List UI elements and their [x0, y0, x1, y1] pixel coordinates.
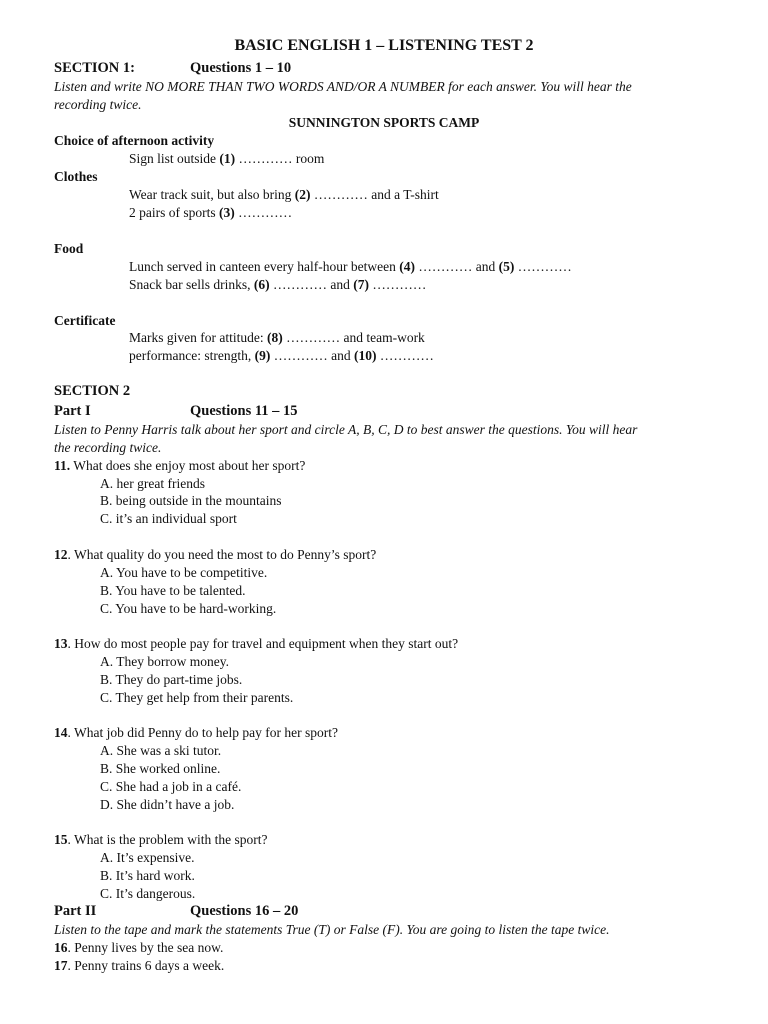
camp-title: SUNNINGTON SPORTS CAMP [288, 115, 480, 130]
option-13c[interactable]: C. They get help from their parents. [100, 690, 294, 705]
option-15a[interactable]: A. It’s expensive. [100, 850, 195, 865]
blank-number: (9) [254, 348, 271, 363]
afternoon-heading: Choice of afternoon activity [54, 133, 215, 148]
statement-17: 17. Penny trains 6 days a week. [54, 958, 225, 973]
certificate-line-2: performance: strength, (9) ………… and (10) ………… [129, 348, 434, 363]
question-14: 14. What job did Penny do to help pay for her sport? [54, 725, 338, 740]
option-11b[interactable]: B. being outside in the mountains [100, 493, 282, 508]
blank-number: (3) [219, 205, 235, 220]
section1-instruction-line1: Listen and write NO MORE THAN TWO WORDS AND/OR A NUMBER for each answer. You will hear the [54, 79, 632, 94]
food-line-1: Lunch served in canteen every half-hour between (4) ………… and (5) ………… [129, 259, 572, 274]
blank-number: (4) [399, 259, 416, 274]
blank-number: (7) [353, 277, 369, 292]
afternoon-line: Sign list outside (1) ………… room [129, 151, 325, 166]
part2-questions: Questions 16 – 20 [190, 903, 299, 919]
page-title: BASIC ENGLISH 1 – LISTENING TEST 2 [234, 37, 534, 54]
option-12b[interactable]: B. You have to be talented. [100, 583, 246, 598]
section1-heading: SECTION 1: [54, 60, 135, 76]
section1-instruction-line2: recording twice. [54, 97, 142, 112]
option-12a[interactable]: A. You have to be competitive. [100, 565, 268, 580]
section2-heading: SECTION 2 [54, 383, 131, 399]
part1-label: Part I [54, 403, 91, 419]
part2-instruction: Listen to the tape and mark the statements True (T) or False (F). You are going to listen the tape twice. [54, 922, 610, 937]
option-11c[interactable]: C. it’s an individual sport [100, 511, 237, 526]
option-15c[interactable]: C. It’s dangerous. [100, 886, 196, 901]
food-heading: Food [54, 241, 84, 256]
option-14c[interactable]: C. She had a job in a café. [100, 779, 242, 794]
option-14b[interactable]: B. She worked online. [100, 761, 221, 776]
question-11: 11. What does she enjoy most about her sport? [54, 458, 306, 473]
question-13: 13. How do most people pay for travel and equipment when they start out? [54, 636, 459, 651]
option-14a[interactable]: A. She was a ski tutor. [100, 743, 222, 758]
option-13b[interactable]: B. They do part-time jobs. [100, 672, 243, 687]
blank-number: (1) [219, 151, 236, 166]
option-13a[interactable]: A. They borrow money. [100, 654, 229, 669]
blank-number: (8) [266, 330, 283, 345]
clothes-heading: Clothes [54, 169, 98, 184]
clothes-line-1: Wear track suit, but also bring (2) ………… and a T-shirt [129, 187, 439, 202]
food-line-2: Snack bar sells drinks, (6) ………… and (7) ………… [129, 277, 427, 292]
part1-instruction-line1: Listen to Penny Harris talk about her sport and circle A, B, C, D to best answer the questions. You will hear [54, 422, 638, 437]
option-11a[interactable]: A. her great friends [100, 476, 205, 491]
part1-instruction-line2: the recording twice. [54, 440, 162, 455]
certificate-line-1: Marks given for attitude: (8) ………… and team-work [129, 330, 425, 345]
section1-questions: Questions 1 – 10 [190, 60, 292, 76]
option-12c[interactable]: C. You have to be hard-working. [100, 601, 277, 616]
clothes-line-2: 2 pairs of sports (3) ………… [129, 205, 293, 220]
certificate-heading: Certificate [54, 313, 116, 328]
blank-number: (5) [498, 259, 515, 274]
statement-16: 16. Penny lives by the sea now. [54, 940, 224, 955]
part2-label: Part II [54, 903, 97, 919]
option-14d[interactable]: D. She didn’t have a job. [100, 797, 235, 812]
blank-number: (2) [294, 187, 311, 202]
question-15: 15. What is the problem with the sport? [54, 832, 268, 847]
blank-number: (6) [253, 277, 270, 292]
option-15b[interactable]: B. It’s hard work. [100, 868, 195, 883]
blank-number: (10) [353, 348, 377, 363]
part1-questions: Questions 11 – 15 [190, 403, 298, 419]
question-12: 12. What quality do you need the most to do Penny’s sport? [54, 547, 377, 562]
